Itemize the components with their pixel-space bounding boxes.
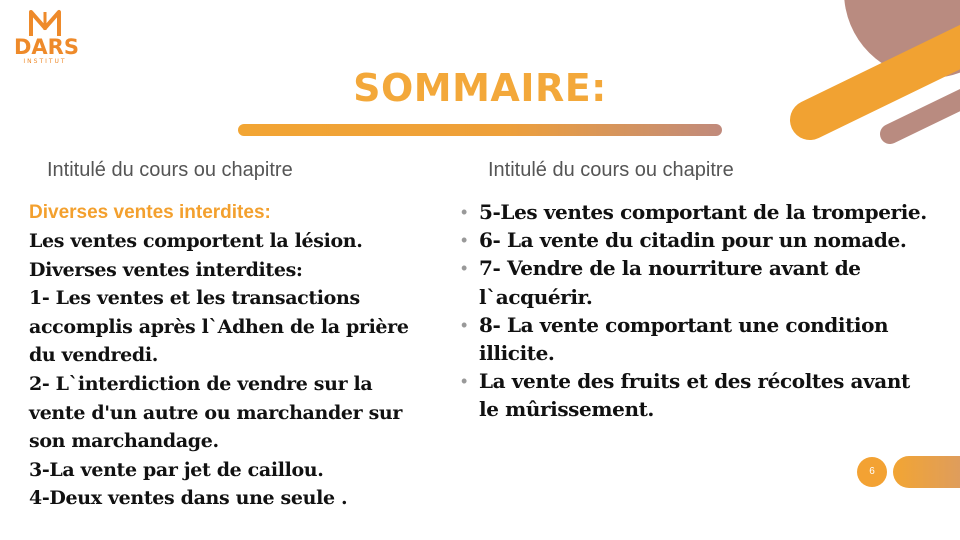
left-subtitle: Diverses ventes interdites: — [29, 202, 271, 223]
list-item-text: La vente des fruits et des récoltes avant le mûrissement. — [479, 369, 910, 422]
list-item — [461, 198, 931, 226]
left-line: 4-Deux ventes dans une seule . — [29, 487, 348, 510]
bullet-icon: • — [461, 314, 467, 335]
bullet-icon: • — [461, 230, 467, 251]
list-item-text: 8- La vente comportant une condition illicite. — [479, 312, 889, 366]
dars-logo — [14, 8, 79, 66]
logo-name: DARS — [14, 35, 79, 59]
list-item — [461, 311, 931, 367]
page-title: SOMMAIRE: — [353, 66, 607, 110]
bullet-icon: • — [461, 371, 467, 392]
left-line: Diverses ventes interdites: — [29, 258, 303, 281]
left-line: 1- Les ventes et les transactions — [29, 287, 360, 310]
list-item-text: 6- La vente du citadin pour un nomade. — [479, 228, 907, 253]
logo-m-icon — [28, 8, 62, 38]
bullet-icon: • — [461, 202, 467, 222]
left-line: vente d'un autre ou marchander sur — [29, 401, 403, 424]
left-line: du vendredi. — [29, 344, 158, 367]
list-item — [461, 226, 931, 254]
list-item-text: 5-Les ventes comportant de la tromperie. — [479, 200, 927, 224]
left-line: son marchandage. — [29, 430, 219, 453]
list-item — [461, 367, 931, 423]
page-number: 6 — [857, 457, 887, 487]
left-line: 3-La vente par jet de caillou. — [29, 458, 324, 481]
logo-subtitle: INSTITUT — [23, 58, 67, 65]
right-column-header: Intitulé du cours ou chapitre — [488, 159, 734, 181]
left-line: 2- L`interdiction de vendre sur la — [29, 372, 373, 395]
list-item — [461, 254, 931, 310]
list-item-text: 7- Vendre de la nourriture avant de l`acquérir. — [479, 256, 861, 309]
title-underline-bar — [238, 124, 722, 136]
page-number-bar — [893, 456, 960, 488]
right-column-list — [461, 198, 931, 424]
left-line: Les ventes comportent la lésion. — [29, 230, 363, 252]
left-column-header: Intitulé du cours ou chapitre — [47, 159, 293, 181]
bullet-icon: • — [461, 258, 467, 279]
left-column — [29, 199, 449, 513]
left-line: accomplis après l`Adhen de la prière — [29, 315, 409, 338]
